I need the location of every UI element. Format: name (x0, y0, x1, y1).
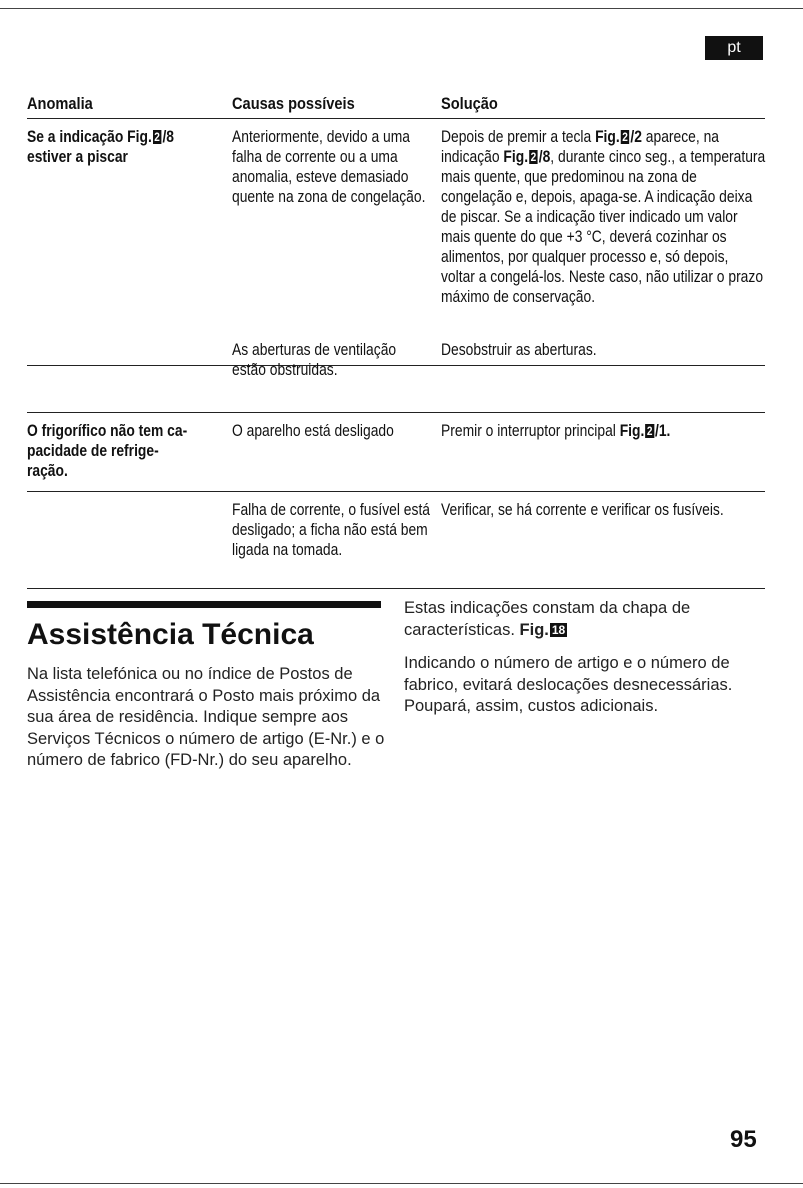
table-row (27, 341, 765, 413)
language-tab: pt (705, 36, 763, 60)
service-paragraph: Na lista telefónica ou no índice de Postos de Assistência encontrará o Posto mais próximo da sua área de residência. Indique sempre aos Serviços Técnicos o número de artigo (E-Nr.) e o número de fabrico (FD-Nr.) do seu aparelho. (27, 665, 385, 769)
solution-cell: Premir o interruptor principal Fig. 2 /1. (441, 422, 671, 440)
scan-edge-bottom (0, 1183, 803, 1184)
scan-edge-top (0, 8, 803, 9)
anomaly-cell: Se a indicação Fig. 2 /8 estiver a piscar (27, 128, 175, 166)
table-row (27, 492, 765, 589)
cause-cell: Anteriormente, devido a uma falha de corrente ou a uma anomalia, esteve demasiado quente na zona de congelação. (232, 128, 426, 206)
savings-paragraph: Indicando o número de artigo e o número de fabrico, evitará deslocações desnecessárias. Poupará, assim, custos adicionais. (404, 654, 733, 715)
header-causes: Causas possíveis (232, 94, 355, 113)
troubleshooting-table (27, 90, 765, 589)
table-row (27, 119, 765, 366)
solution-cell: Desobstruir as aberturas. (441, 341, 597, 359)
section-bar (27, 601, 381, 608)
table-header (27, 90, 765, 119)
table-row (27, 413, 765, 492)
cause-cell: Falha de corrente, o fusível está desligado; a ficha não está bem ligada na tomada. (232, 501, 431, 559)
header-anomaly: Anomalia (27, 94, 93, 113)
rating-plate-paragraph: Estas indicações constam da chapa de características. Fig. 18 (404, 599, 691, 639)
solution-cell: Depois de premir a tecla Fig. 2 /2 aparece, na indicação Fig. 2 /8, durante cinco seg., a temperatura mais quente, que predominou na zona de congelação e, depois, apaga-se. A indicação deixa de piscar. Se a indicação tiver indicado um valor mais quente do que +3 °C, deverá cozinhar os alimentos, por qualquer processo e, só depois, voltar a congelá-los. Neste caso, não utilizar o prazo máximo de conservação. (441, 128, 766, 306)
cause-cell: As aberturas de ventilação estão obstruidas. (232, 341, 397, 379)
anomaly-cell: O frigorífico não tem ca- pacidade de refrige- ração. (27, 422, 188, 480)
cause-cell: O aparelho está desligado (232, 422, 394, 440)
section-heading: Assistência Técnica (27, 618, 314, 651)
page-number: 95 (730, 1126, 757, 1153)
solution-cell: Verificar, se há corrente e verificar os fusíveis. (441, 501, 724, 519)
header-solution: Solução (441, 94, 498, 113)
